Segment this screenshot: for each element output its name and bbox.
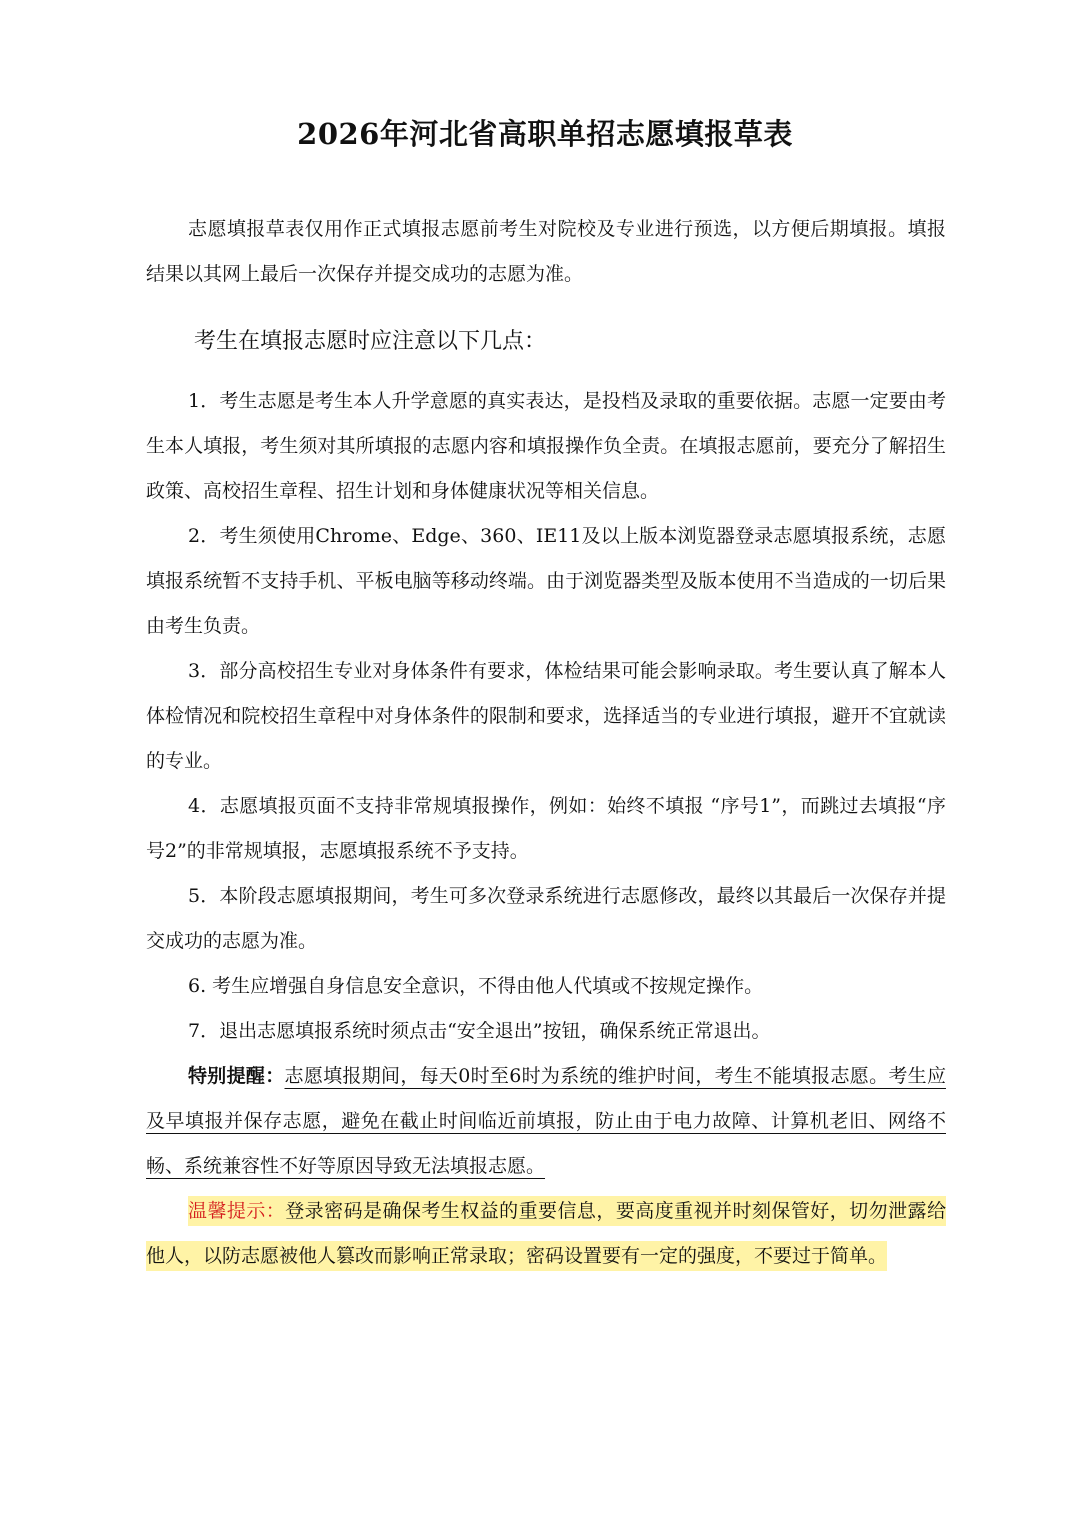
warm-tip-highlight	[146, 1196, 946, 1271]
notice-heading: 考生在填报志愿时应注意以下几点：	[194, 329, 547, 354]
notice-item-4: 4．志愿填报页面不支持非常规填报操作，例如：始终不填报 “序号1”，而跳过去填报“序号2”的非常规填报，志愿填报系统不予支持。	[146, 795, 946, 862]
warm-tip-text: 登录密码是确保考生权益的重要信息，要高度重视并时刻保管好，切勿泄露给他人，以防志愿被他人篡改而影响正常录取；密码设置要有一定的强度，不要过于简单。	[146, 1200, 946, 1267]
warm-tip-label: 温馨提示：	[188, 1200, 286, 1222]
notice-item-1: 1．考生志愿是考生本人升学意愿的真实表达，是投档及录取的重要依据。志愿一定要由考生本人填报，考生须对其所填报的志愿内容和填报操作负全责。在填报志愿前，要充分了解招生政策、高校招生章程、招生计划和身体健康状况等相关信息。	[146, 390, 946, 502]
notice-item-3: 3．部分高校招生专业对身体条件有要求，体检结果可能会影响录取。考生要认真了解本人体检情况和院校招生章程中对身体条件的限制和要求，选择适当的专业进行填报，避开不宜就读的专业。	[146, 660, 946, 772]
notice-item-7: 7．退出志愿填报系统时须点击“安全退出”按钮，确保系统正常退出。	[188, 1020, 771, 1042]
page-title: 2026年河北省高职单招志愿填报草表	[297, 117, 793, 151]
special-reminder-label: 特别提醒：	[188, 1065, 285, 1087]
special-reminder-paragraph	[146, 1054, 946, 1189]
warm-tip-paragraph	[146, 1189, 946, 1279]
notice-item-5: 5．本阶段志愿填报期间，考生可多次登录系统进行志愿修改，最终以其最后一次保存并提交成功的志愿为准。	[146, 885, 946, 952]
notice-item-6: 6. 考生应增强自身信息安全意识，不得由他人代填或不按规定操作。	[188, 975, 764, 997]
notice-item-2: 2．考生须使用Chrome、Edge、360、IE11及以上版本浏览器登录志愿填报系统，志愿填报系统暂不支持手机、平板电脑等移动终端。由于浏览器类型及版本使用不当造成的一切后果由考生负责。	[146, 525, 946, 637]
intro-paragraph: 志愿填报草表仅用作正式填报志愿前考生对院校及专业进行预选，以方便后期填报。填报结果以其网上最后一次保存并提交成功的志愿为准。	[146, 218, 946, 285]
special-reminder-text: 志愿填报期间，每天0时至6时为系统的维护时间，考生不能填报志愿。考生应及早填报并保存志愿，避免在截止时间临近前填报，防止由于电力故障、计算机老旧、网络不畅、系统兼容性不好等原因导致无法填报志愿。	[146, 1065, 946, 1177]
